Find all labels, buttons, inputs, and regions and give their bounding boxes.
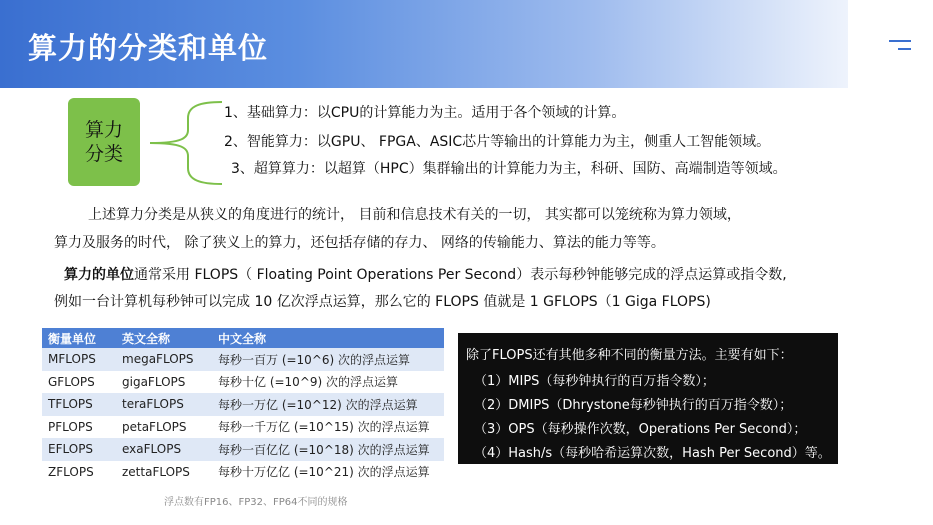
unit-bold-lead: 算力的单位 (64, 267, 134, 283)
table-cell-unit: PFLOPS (42, 416, 116, 439)
paragraph2-line1-rest: 通常采用 FLOPS（ Floating Point Operations Per Second）表示每秒钟能够完成的浮点运算或指令数, (134, 267, 787, 283)
classification-label-line2: 分类 (84, 143, 123, 165)
table-header-unit: 衡量单位 (42, 328, 116, 348)
measure-item-dmips: （2）DMIPS（Dhrystone每秒钟执行的百万指令数）； (474, 398, 793, 413)
classification-label-box (68, 98, 140, 186)
table-cell-english: exaFLOPS (116, 438, 212, 461)
title-banner (0, 0, 848, 88)
table-cell-chinese: 每秒一百万 (=10^6) 次的浮点运算 (212, 348, 444, 371)
paragraph1-line1: 上述算力分类是从狭义的角度进行的统计， 目前和信息技术有关的一切， 其实都可以笼统称为算力领域， (88, 207, 741, 223)
flops-units-table (42, 328, 444, 483)
measure-item-mips: （1）MIPS（每秒钟执行的百万指令数）； (474, 374, 715, 389)
classification-item-intelligent: 2、智能算力：以GPU、 FPGA、ASIC芯片等输出的计算能力为主，侧重人工智能领域。 (224, 134, 771, 150)
table-row (42, 371, 444, 394)
table-cell-unit: MFLOPS (42, 348, 116, 371)
table-cell-unit: EFLOPS (42, 438, 116, 461)
table-header-english: 英文全称 (116, 328, 212, 348)
table-cell-english: megaFLOPS (116, 348, 212, 371)
table-cell-unit: GFLOPS (42, 371, 116, 394)
measure-item-hash: （4）Hash/s（每秒哈希运算次数，Hash Per Second）等。 (474, 446, 831, 461)
table-cell-chinese: 每秒一百亿亿 (=10^18) 次的浮点运算 (212, 438, 444, 461)
table-header-chinese: 中文全称 (212, 328, 444, 348)
table-row (42, 461, 444, 484)
other-measures-intro: 除了FLOPS还有其他多种不同的衡量方法。主要有如下： (466, 348, 793, 363)
classification-label-line1: 算力 (84, 119, 123, 141)
table-cell-english: zettaFLOPS (116, 461, 212, 484)
table-cell-unit: TFLOPS (42, 393, 116, 416)
table-row (42, 416, 444, 439)
table-cell-chinese: 每秒十亿 (=10^9) 次的浮点运算 (212, 371, 444, 394)
menu-icon (889, 40, 911, 52)
paragraph2-line2: 例如一台计算机每秒钟可以完成 10 亿次浮点运算，那么它的 FLOPS 值就是 1 GFLOPS（1 Giga FLOPS) (54, 294, 711, 310)
table-cell-chinese: 每秒十万亿亿 (=10^21) 次的浮点运算 (212, 461, 444, 484)
table-footnote: 浮点数有FP16、FP32、FP64不同的规格 (164, 497, 348, 508)
classification-item-supercomputing: 3、超算算力：以超算（HPC）集群输出的计算能力为主，科研、国防、高端制造等领域。 (231, 161, 787, 177)
table-row (42, 393, 444, 416)
page-title: 算力的分类和单位 (28, 31, 269, 65)
paragraph1-line2: 算力及服务的时代， 除了狭义上的算力，还包括存储的存力、 网络的传输能力、算法的能力等等。 (54, 235, 665, 251)
measure-item-ops: （3）OPS（每秒操作次数，Operations Per Second）； (474, 422, 807, 437)
curly-brace-icon (148, 100, 224, 186)
table-row (42, 348, 444, 371)
paragraph2-line1 (64, 264, 787, 284)
table-cell-english: gigaFLOPS (116, 371, 212, 394)
table-cell-english: teraFLOPS (116, 393, 212, 416)
table-cell-chinese: 每秒一千万亿 (=10^15) 次的浮点运算 (212, 416, 444, 439)
table-cell-chinese: 每秒一万亿 (=10^12) 次的浮点运算 (212, 393, 444, 416)
table-cell-english: petaFLOPS (116, 416, 212, 439)
classification-item-basic: 1、基础算力：以CPU的计算能力为主。适用于各个领域的计算。 (224, 105, 626, 121)
table-cell-unit: ZFLOPS (42, 461, 116, 484)
table-row (42, 438, 444, 461)
table-header-row (42, 328, 444, 348)
other-measures-box (458, 333, 838, 464)
